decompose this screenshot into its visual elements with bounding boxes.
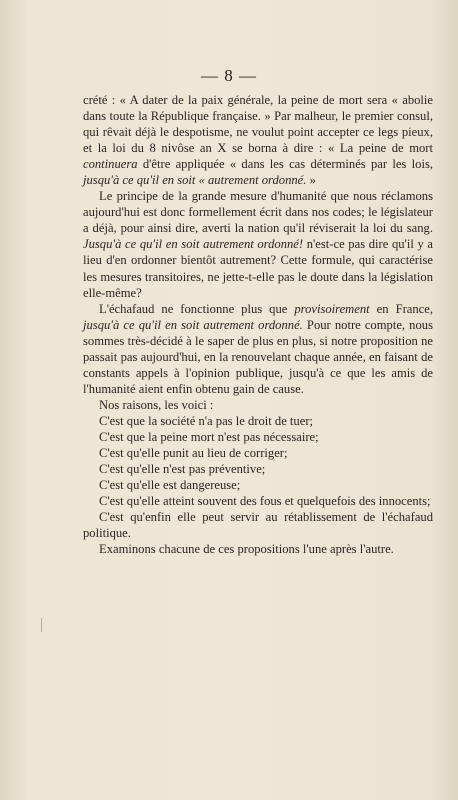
italic-text: jusqu'à ce qu'il en soit autrement ordonné. [83,317,303,332]
paragraph [83,445,433,461]
paragraph [83,461,433,477]
text-run: C'est que la peine mort n'est pas nécessaire; [99,429,319,444]
paragraph [83,477,433,493]
paragraph [83,397,433,413]
margin-mark [41,618,42,632]
paragraph [83,493,433,509]
paragraph [83,429,433,445]
paragraph [83,541,433,557]
paragraph [83,301,433,397]
text-run: Le principe de la grande mesure d'humanité que nous réclamons aujourd'hui est donc formellement écrit dans nos codes; le législateur a déjà, pour ainsi dire, averti la nation qu'il réviserait la loi du sang. [83,189,433,236]
text-run: C'est qu'elle est dangereuse; [99,478,241,493]
italic-text: Jusqu'à ce qu'il en soit autrement ordonné! [83,237,304,252]
text-run: crété : « A dater de la paix générale, la peine de mort sera « abolie dans toute la République française. » Par malheur, le premier consul, qui rêvait déjà le despotisme, ne voulut point accepter ce legs pieux, et la loi du 8 nivôse an X se borna à dire : « La peine de mort [83,93,433,156]
italic-text: continuera [83,157,138,172]
text-run: Examinons chacune de ces propositions l'une après l'autre. [99,542,394,557]
paragraph [83,92,433,188]
text-run: en France, [369,301,433,316]
text-run: C'est qu'elle n'est pas préventive; [99,462,266,477]
text-run: d'être appliquée « dans les cas déterminés par les lois, [137,157,433,172]
text-run: » [306,173,316,188]
paragraph [83,188,433,300]
italic-text: jusqu'à ce qu'il en soit « autrement ordonné. [83,173,307,188]
body-text [83,92,433,557]
italic-text: provisoirement [294,301,370,316]
text-run: C'est qu'elle punit au lieu de corriger; [99,446,288,461]
text-run: C'est que la société n'a pas le droit de tuer; [99,413,314,428]
text-run: Nos raisons, les voici : [99,397,214,412]
text-run: C'est qu'enfin elle peut servir au rétablissement de l'échafaud politique. [83,510,433,541]
paragraph [83,413,433,429]
page-number: — 8 — [201,66,257,85]
text-run: Pour notre compte, nous sommes très-décidé à le saper de plus en plus, si notre proposition ne passait pas aujourd'hui, en la renouvelant chaque année, en faisant de constants appels à l'opinion publique, jusqu'à ce que les amis de l'humanité aient enfin obtenu gain de cause. [83,317,433,396]
text-run: C'est qu'elle atteint souvent des fous et quelquefois des innocents; [99,494,431,509]
text-run: L'échafaud ne fonctionne plus que [99,301,295,316]
paragraph [83,509,433,541]
text-run: n'est-ce pas dire qu'il y a lieu d'en ordonner bientôt autrement? Cette formule, qui caractérise les mesures transitoires, ne jette-t-elle pas le doute dans la législation elle-même? [83,237,434,300]
